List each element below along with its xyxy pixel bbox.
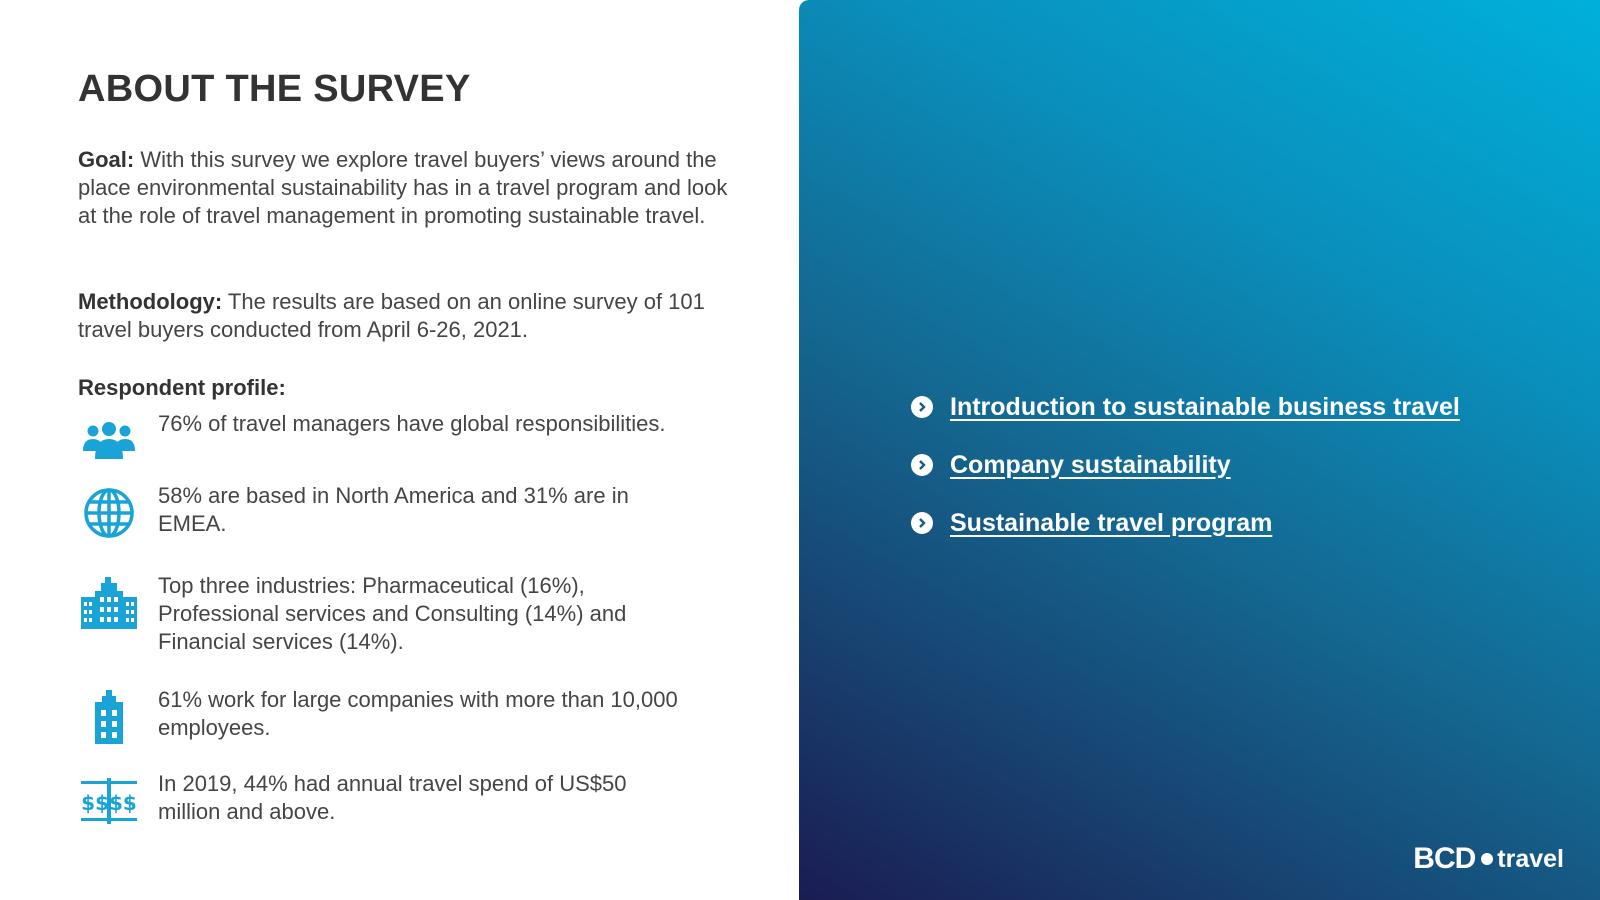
chevron-right-icon xyxy=(911,512,933,534)
bcd-travel-logo xyxy=(1413,842,1564,876)
goal-paragraph xyxy=(78,146,748,230)
people-group-icon xyxy=(78,410,140,472)
section-links xyxy=(911,378,1460,552)
goal-label: Goal: xyxy=(78,147,135,172)
profile-item xyxy=(78,410,768,472)
link-label[interactable]: Introduction to sustainable business travel xyxy=(950,392,1460,421)
profile-item-text: 58% are based in North America and 31% are in EMEA. xyxy=(158,483,629,536)
logo-dot xyxy=(1481,853,1493,865)
link-company-sustainability[interactable] xyxy=(911,436,1460,494)
profile-item xyxy=(78,686,768,748)
profile-item-text: Top three industries: Pharmaceutical (16%), Professional services and Consulting (14%) and Financial services (14%). xyxy=(158,573,627,654)
logo-suffix: travel xyxy=(1497,844,1564,873)
link-introduction[interactable] xyxy=(911,378,1460,436)
methodology-text: The results are based on an online survey of 101 travel buyers conducted from April 6-26, 2021. xyxy=(78,289,705,342)
profile-item xyxy=(78,770,768,832)
methodology-label: Methodology: xyxy=(78,289,223,314)
svg-text:$$$$: $$$$ xyxy=(81,791,137,815)
logo-brand: BCD xyxy=(1413,842,1476,875)
respondent-profile-heading: Respondent profile: xyxy=(78,375,286,400)
globe-icon xyxy=(78,482,140,544)
dollar-spend-icon xyxy=(78,770,140,832)
goal-text: With this survey we explore travel buyers’ views around the place environmental sustainability has in a travel program and look at the role of travel management in promoting sustainable travel. xyxy=(78,147,728,228)
page-title: ABOUT THE SURVEY xyxy=(78,68,471,110)
profile-item-text: 76% of travel managers have global responsibilities. xyxy=(158,411,666,436)
industry-buildings-icon xyxy=(78,572,140,634)
profile-item xyxy=(78,572,768,656)
link-label[interactable]: Sustainable travel program xyxy=(950,508,1273,537)
chevron-right-icon xyxy=(911,396,933,418)
link-label[interactable]: Company sustainability xyxy=(950,450,1231,479)
profile-item xyxy=(78,482,768,544)
chevron-right-icon xyxy=(911,454,933,476)
office-building-icon xyxy=(78,686,140,748)
profile-item-text: 61% work for large companies with more than 10,000 employees. xyxy=(158,687,678,740)
profile-item-text: In 2019, 44% had annual travel spend of US$50 million and above. xyxy=(158,771,627,824)
navigation-panel xyxy=(799,0,1600,900)
methodology-paragraph xyxy=(78,288,718,344)
link-sustainable-travel-program[interactable] xyxy=(911,494,1460,552)
